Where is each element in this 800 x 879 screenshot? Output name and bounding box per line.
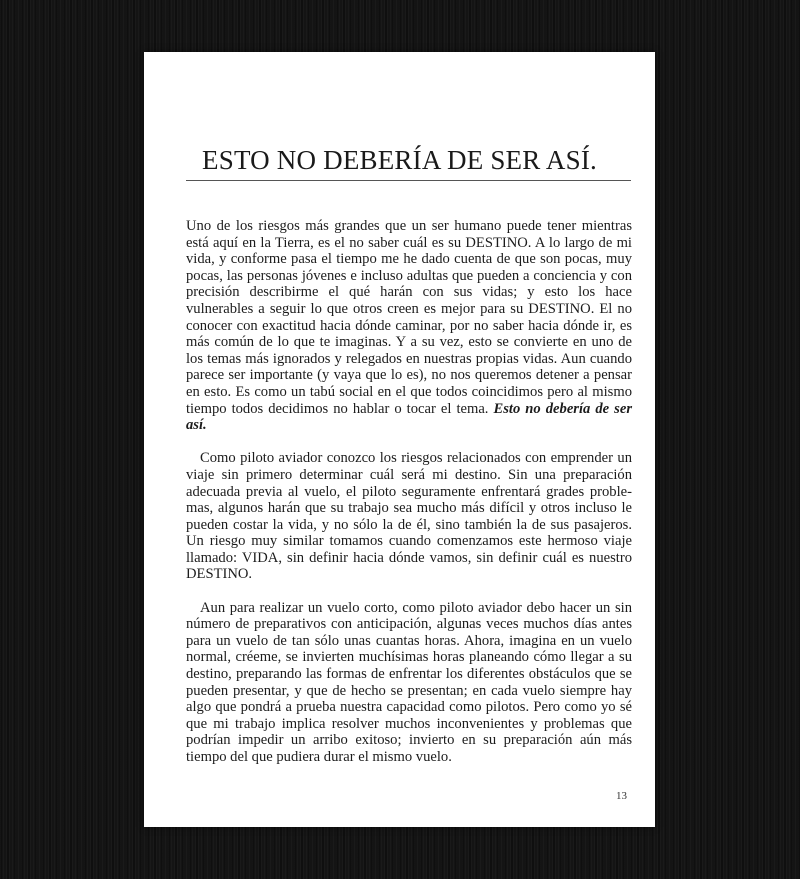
page-number: 13 — [616, 790, 627, 802]
chapter-title: ESTO NO DEBERÍA DE SER ASÍ. — [202, 145, 597, 175]
paragraph-1-text: Uno de los riesgos más grandes que un ser humano puede tener mientras está aquí en la Tierra, es el no saber cuál es su DESTINO. A lo largo de mi vida, y conforme pasa el tiempo me he dado cuenta de que son pocas, muy pocas, las personas jóvenes e incluso adultas que pueden a conciencia y con precisión describirme el qué harán con sus vidas; y esto los hace vulnerables a seguir lo que otros creen es mejor para su DESTINO. El no conocer con exactitud hacia dónde caminar, por no saber hacia dónde ir, es más común de lo que te imaginas. Y a su vez, esto se convierte en uno de los temas más ignorados y relegados en nuestras propias vidas. Aun cuando parece ser importante (y vaya que lo es), no nos queremos detener a pensar en esto. Es como un tabú social en el que todos coincidimos pero al mismo tiempo todos decidimos no hablar o tocar el tema. — [186, 218, 632, 417]
paragraph-1-emphasis: Esto no debería de ser así. — [186, 400, 632, 434]
chapter-body — [186, 218, 632, 782]
paragraph-2: Como piloto aviador conozco los riesgos relacionados con emprender un viaje sin primero determinar cuál será mi destino. Sin una preparación adecuada previa al vuelo, el piloto seguramente enfrentará grades problemas, algunos harán que su trabajo sea mucho más difícil y otros incluso le pueden costar la vida, y no sólo la de él, sino también la de sus pasajeros. Un riesgo muy similar tomamos cuando comenzamos este hermoso viaje llamado: VIDA, sin definir hacia dónde vamos, sin definir cuál es nuestro DESTINO. — [186, 450, 632, 583]
paragraph-3: Aun para realizar un vuelo corto, como piloto aviador debo hacer un sin número de preparativos con anticipación, algunas veces muchos días antes para un vuelo de tan sólo unas cuantas horas. Ahora, imagina en un vuelo normal, créeme, se invierten muchísimas horas planeando cómo llegar a su destino, preparando las formas de enfrentar los diferentes obstáculos que se pueden presentar, y que de hecho se presentan; en cada vuelo siempre hay algo que pondrá a prueba nuestra capacidad como pilotos. Pero como yo sé que mi trabajo implica resolver muchos inconvenientes y problemas que podrían impedir un arribo exitoso; invierto en su preparación aún más tiempo del que pudiera durar el mismo vuelo. — [186, 599, 632, 765]
paragraph-1 — [186, 218, 632, 434]
title-divider — [186, 180, 631, 181]
book-page — [144, 52, 655, 827]
